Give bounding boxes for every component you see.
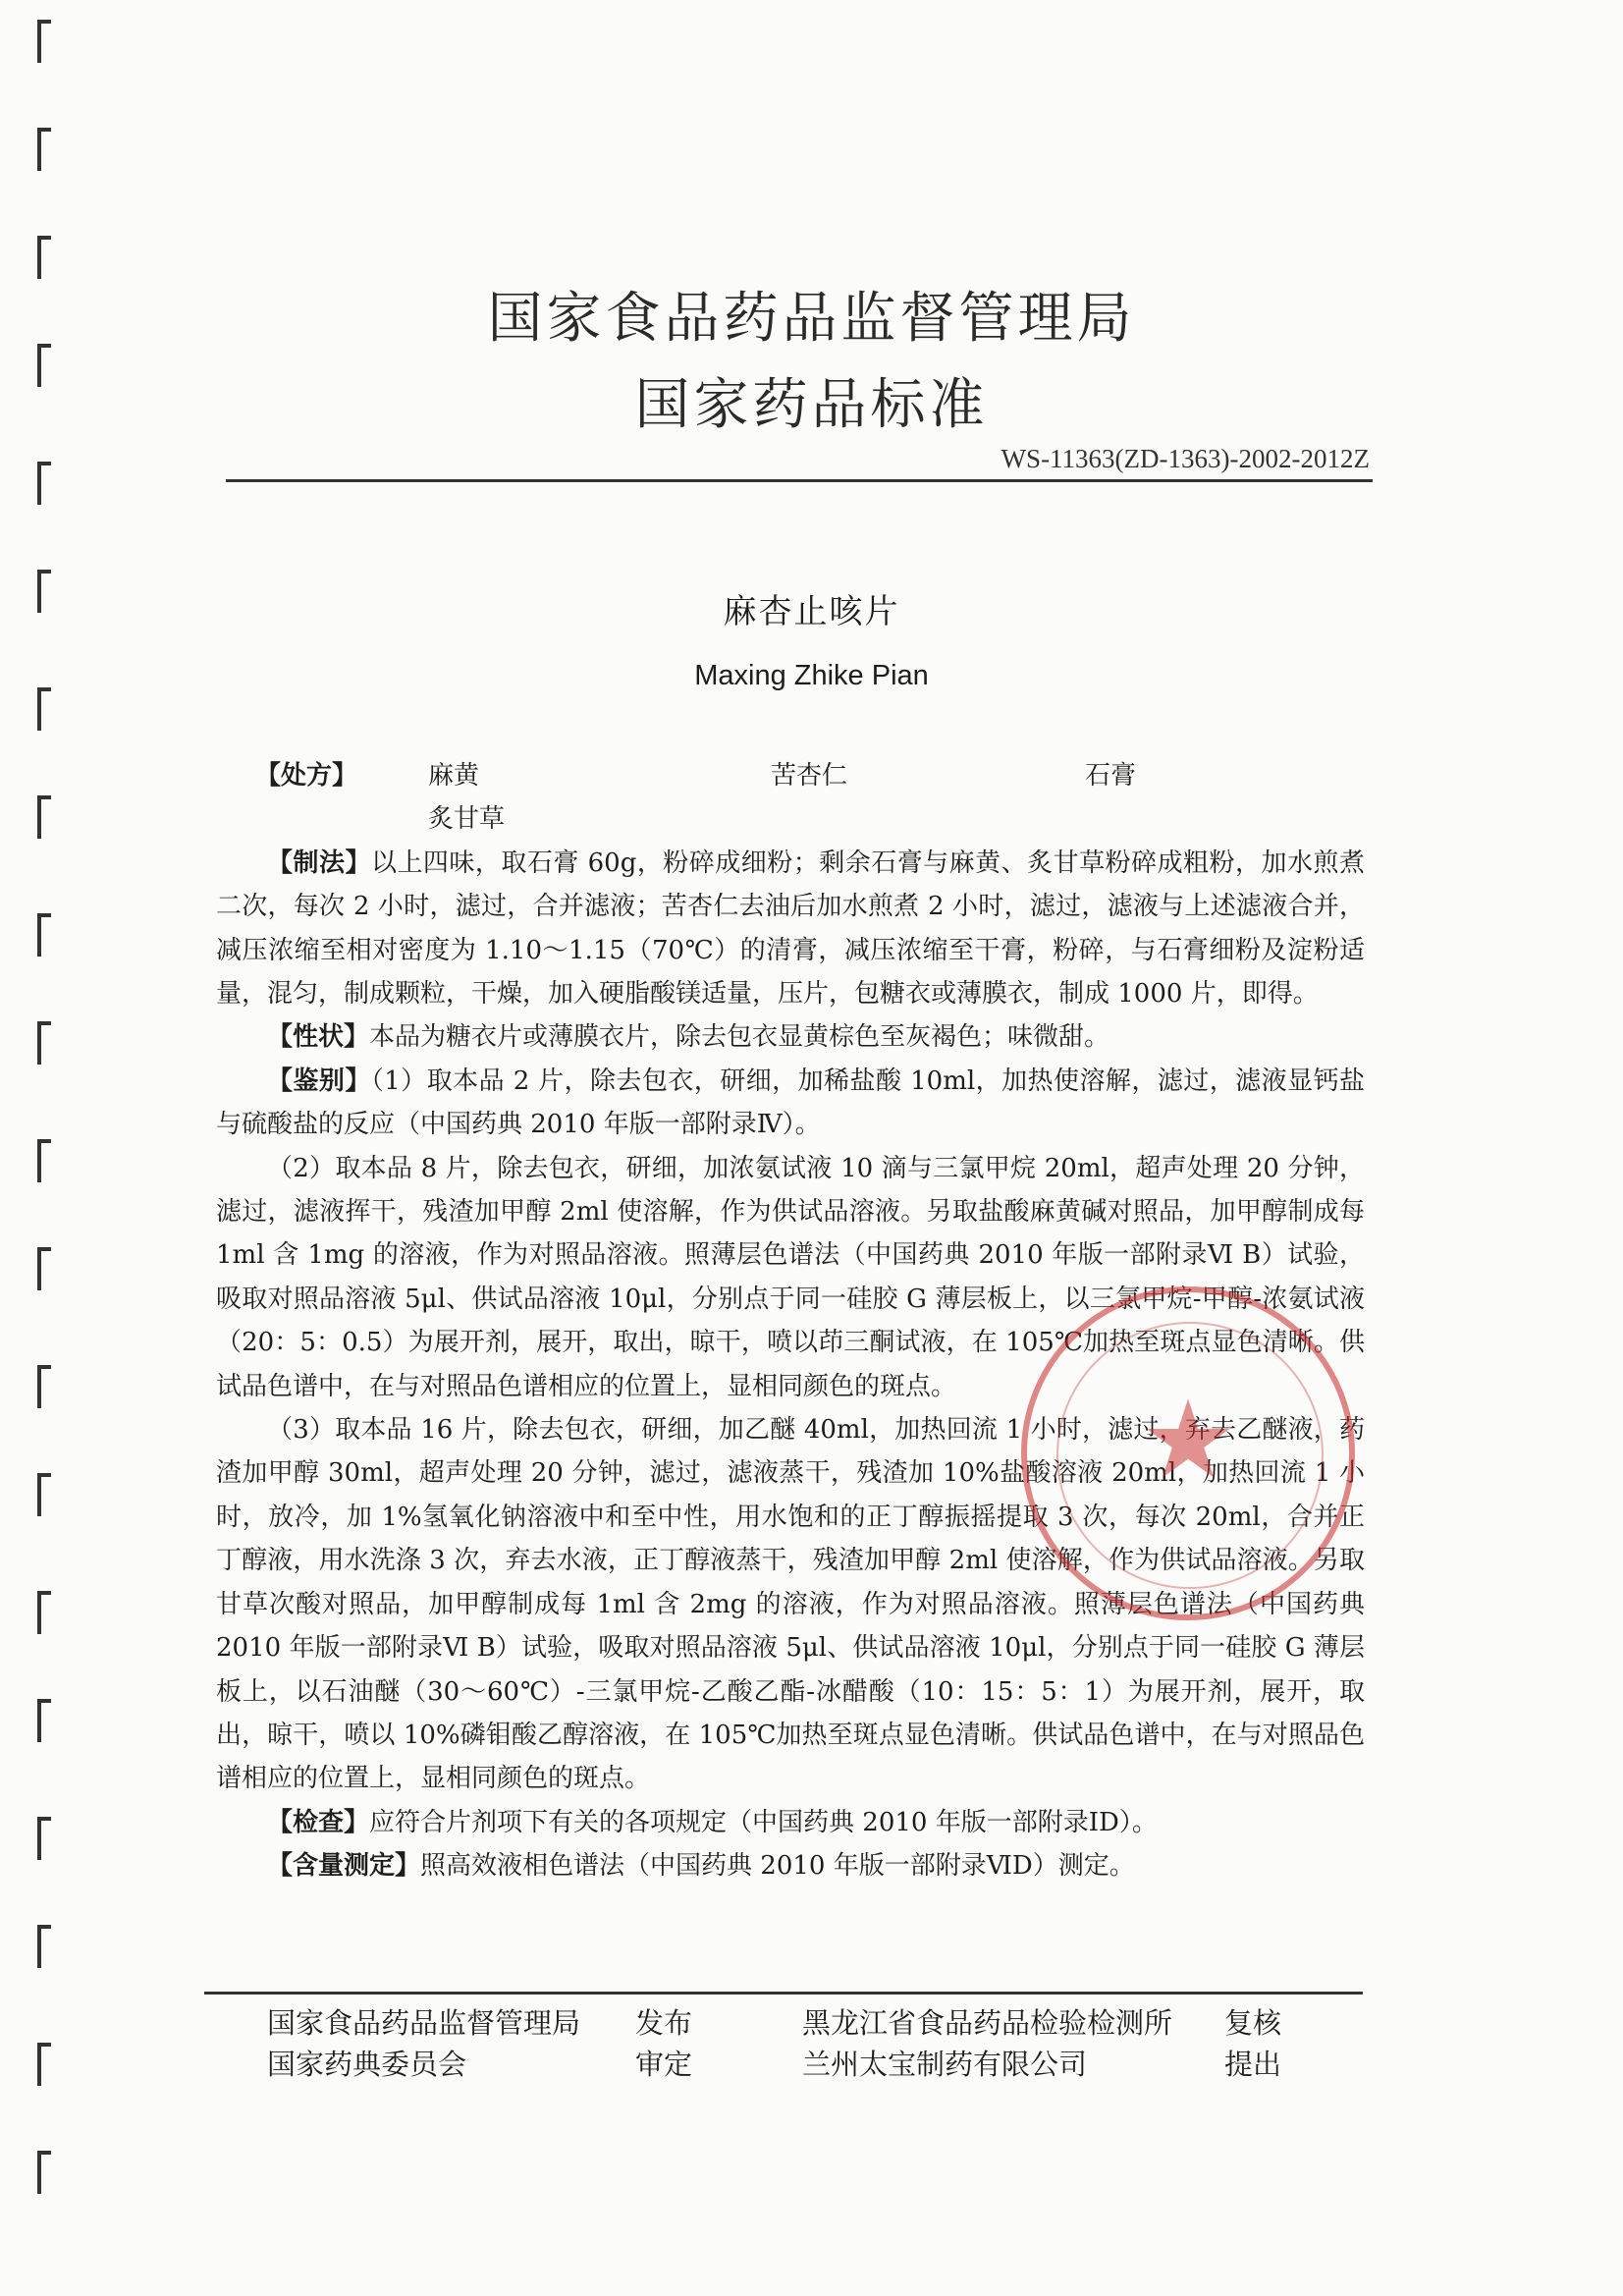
drug-name-chinese: 麻杏止咳片 bbox=[723, 592, 900, 631]
binding-hole-mark bbox=[37, 1925, 51, 1968]
prescription-row bbox=[216, 754, 1365, 797]
binding-hole-mark bbox=[37, 795, 51, 839]
identification-text-1: （1）取本品 2 片，除去包衣，研细，加稀盐酸 10ml，加热使溶解，滤过，滤液显钙盐与硫酸盐的反应（中国药典 2010 年版一部附录Ⅳ）。 bbox=[216, 1066, 1365, 1140]
footer-row bbox=[267, 2001, 1367, 2043]
assay-label: 【含量测定】 bbox=[267, 1851, 421, 1882]
prescription-item: 炙甘草 bbox=[428, 804, 506, 835]
inspection-label: 【检查】 bbox=[267, 1807, 370, 1837]
monograph-body bbox=[216, 754, 1365, 1888]
inspection-section bbox=[216, 1801, 1365, 1844]
preparation-text: 以上四味，取石膏 60g，粉碎成细粉；剩余石膏与麻黄、炙甘草粉碎成粗粉，加水煎煮二次，每次 2 小时，滤过，合并滤液；苦杏仁去油后加水煎煮 2 小时，滤过，滤液与上述滤液合并，减压浓缩至相对密度为 1.10～1.15（70℃）的清膏，减压浓缩至干膏，粉碎，与石膏细粉及淀粉适量，混匀，制成颗粒，干燥，加入硬脂酸镁适量，压片，包糖衣或薄膜衣，制成 1000 片，即得。 bbox=[216, 847, 1365, 1009]
prescription-item: 石膏 bbox=[1085, 761, 1137, 791]
binding-hole-mark bbox=[37, 913, 51, 957]
issuing-agency: 国家食品药品监督管理局 bbox=[267, 2006, 581, 2040]
preparation-label: 【制法】 bbox=[267, 847, 371, 878]
identification-text-3: （3）取本品 16 片，除去包衣，研细，加乙醚 40ml，加热回流 1 小时，滤过，弃去乙醚液，药渣加甲醇 30ml，超声处理 20 分钟，滤过，滤液蒸干，残渣加 10%盐酸溶液 20ml，加热回流 1 小时，放冷，加 1%氢氧化钠溶液中和至中性，用水饱和的正丁醇振摇提取 3 次，每次 20ml，合并正丁醇液，用水洗涤 3 次，弃去水液，正丁醇液蒸干，残渣加甲醇 2ml 使溶解，作为供试品溶液。另取甘草次酸对照品，加甲醇制成每 1ml 含 2mg 的溶液，作为对照品溶液。照薄层色谱法（中国药典 2010 年版一部附录Ⅵ B）试验，吸取对照品溶液 5μl、供试品溶液 10μl，分别点于同一硅胶 G 薄层板上，以石油醚（30～60℃）-三氯甲烷-乙酸乙酯-冰醋酸（10：15：5：1）为展开剂，展开，取出，晾干，喷以 10%磷钼酸乙醇溶液，在 105℃加热至斑点显色清晰。供试品色谱中，在与对照品色谱相应的位置上，显相同颜色的斑点。 bbox=[216, 1415, 1365, 1794]
review-agency: 黑龙江省食品药品检验检测所 bbox=[802, 2006, 1173, 2040]
issue-action: 发布 bbox=[635, 2006, 693, 2040]
binding-hole-mark bbox=[37, 1365, 51, 1408]
footer-row bbox=[267, 2043, 1367, 2084]
agency-title: 国家食品药品监督管理局 bbox=[487, 287, 1136, 351]
prescription-item: 麻黄 bbox=[428, 761, 480, 791]
proposing-company: 兰州太宝制药有限公司 bbox=[802, 2048, 1088, 2081]
document-type-title: 国家药品标准 bbox=[634, 373, 989, 437]
binding-hole-mark bbox=[37, 462, 51, 505]
binding-hole-mark bbox=[37, 1247, 51, 1290]
identification-label: 【鉴别】 bbox=[267, 1066, 371, 1096]
identification-text-2: （2）取本品 8 片，除去包衣，研细，加浓氨试液 10 滴与三氯甲烷 20ml，超声处理 20 分钟，滤过，滤液挥干，残渣加甲醇 2ml 使溶解，作为供试品溶液。另取盐酸麻黄碱对照品，加甲醇制成每 1ml 含 1mg 的溶液，作为对照品溶液。照薄层色谱法（中国药典 2010 年版一部附录Ⅵ B）试验，吸取对照品溶液 5μl、供试品溶液 10μl，分别点于同一硅胶 G 薄层板上，以三氯甲烷-甲醇-浓氨试液（20：5：0.5）为展开剂，展开，取出，晾干，喷以茚三酮试液，在 105℃加热至斑点显色清晰。供试品色谱中，在与对照品色谱相应的位置上，显相同颜色的斑点。 bbox=[216, 1153, 1365, 1401]
binding-hole-mark bbox=[37, 1591, 51, 1634]
approving-agency: 国家药典委员会 bbox=[267, 2048, 467, 2081]
binding-hole-mark bbox=[37, 1021, 51, 1065]
binding-hole-mark bbox=[37, 2043, 51, 2086]
appearance-label: 【性状】 bbox=[267, 1022, 370, 1053]
inspection-text: 应符合片剂项下有关的各项规定（中国药典 2010 年版一部附录ⅠD）。 bbox=[369, 1807, 1158, 1837]
propose-action: 提出 bbox=[1224, 2048, 1282, 2081]
prescription-label: 【处方】 bbox=[255, 761, 358, 791]
appearance-text: 本品为糖衣片或薄膜衣片，除去包衣显黄棕色至灰褐色；味微甜。 bbox=[369, 1022, 1110, 1053]
review-action: 复核 bbox=[1224, 2006, 1282, 2040]
assay-text: 照高效液相色谱法（中国药典 2010 年版一部附录ⅥD）测定。 bbox=[420, 1851, 1135, 1882]
prescription-row bbox=[216, 797, 1365, 841]
binding-hole-mark bbox=[37, 1139, 51, 1182]
binding-hole-mark bbox=[37, 1817, 51, 1860]
binding-hole-mark bbox=[37, 1473, 51, 1516]
footer-divider bbox=[204, 1992, 1363, 1995]
footer-issuers bbox=[267, 2001, 1367, 2084]
prescription-item: 苦杏仁 bbox=[771, 761, 848, 791]
header-divider bbox=[226, 479, 1373, 482]
binding-hole-mark bbox=[37, 128, 51, 171]
binding-hole-mark bbox=[37, 2151, 51, 2194]
approve-action: 审定 bbox=[635, 2048, 693, 2081]
preparation-section bbox=[216, 842, 1365, 1016]
seal-star-icon: ★ bbox=[1139, 1377, 1237, 1503]
binding-hole-mark bbox=[37, 687, 51, 731]
binding-hole-mark bbox=[37, 1699, 51, 1742]
assay-section bbox=[216, 1844, 1365, 1887]
appearance-section bbox=[216, 1015, 1365, 1059]
binding-hole-mark bbox=[37, 20, 51, 63]
binding-hole-mark bbox=[37, 236, 51, 279]
drug-name-english: Maxing Zhike Pian bbox=[694, 660, 929, 691]
standard-code: WS-11363(ZD-1363)-2002-2012Z bbox=[1001, 444, 1370, 473]
identification-section bbox=[216, 1060, 1365, 1147]
